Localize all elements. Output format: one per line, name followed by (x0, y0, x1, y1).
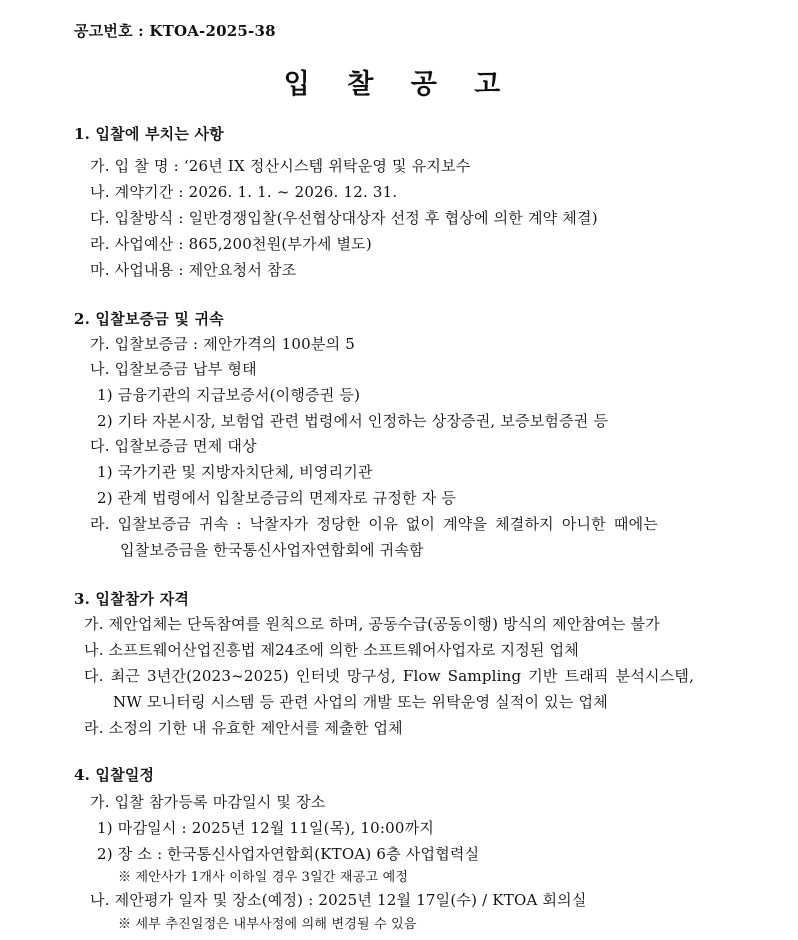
section-heading: 3. 입찰참가 자격 (74, 590, 190, 608)
list-item: 가. 입 찰 명 : ‘26년 IX 정산시스템 위탁운영 및 유지보수 (90, 157, 471, 175)
list-item: 라. 소정의 기한 내 유효한 제안서를 제출한 업체 (84, 719, 403, 737)
list-item: NW 모니터링 시스템 등 관련 사업의 개발 또는 위탁운영 실적이 있는 업체 (113, 693, 608, 711)
list-item: 나. 입찰보증금 납부 형태 (90, 360, 257, 378)
list-item: 1) 금융기관의 지급보증서(이행증권 등) (97, 386, 361, 404)
list-item: 2) 장 소 : 한국통신사업자연합회(KTOA) 6층 사업협력실 (97, 845, 480, 863)
list-item: 2) 기타 자본시장, 보험업 관련 법령에서 인정하는 상장증권, 보증보험증권 등 (97, 412, 609, 430)
list-item: 마. 사업내용 : 제안요청서 참조 (90, 261, 297, 279)
list-item: 다. 입찰보증금 면제 대상 (90, 437, 257, 455)
list-item: 라. 사업예산 : 865,200천원(부가세 별도) (90, 235, 372, 253)
announcement-number: 공고번호 : KTOA-2025-38 (74, 22, 276, 40)
note-text: ※ 세부 추진일정은 내부사정에 의해 변경될 수 있음 (118, 917, 417, 932)
list-item: 1) 마감일시 : 2025년 12월 11일(목), 10:00까지 (97, 819, 435, 837)
list-item: 나. 제안평가 일자 및 장소(예정) : 2025년 12월 17일(수) / KTOA 회의실 (90, 891, 587, 909)
list-item: 다. 입찰방식 : 일반경쟁입찰(우선협상대상자 선정 후 협상에 의한 계약 체결) (90, 209, 598, 227)
list-item: 나. 계약기간 : 2026. 1. 1. ~ 2026. 12. 31. (90, 183, 398, 201)
list-item: 2) 관계 법령에서 입찰보증금의 면제자로 규정한 자 등 (97, 489, 457, 507)
section-heading: 2. 입찰보증금 및 귀속 (74, 310, 224, 328)
list-item: 가. 입찰 참가등록 마감일시 및 장소 (90, 793, 326, 811)
list-item: 가. 제안업체는 단독참여를 원칙으로 하며, 공동수급(공동이행) 방식의 제안참여는 불가 (84, 615, 660, 633)
list-item: 1) 국가기관 및 지방자치단체, 비영리기관 (97, 463, 373, 481)
list-item: 다. 최근 3년간(2023~2025) 인터넷 망구성, Flow Sampling 기반 트래픽 분석시스템, (84, 667, 695, 685)
section-heading: 1. 입찰에 부치는 사항 (74, 125, 224, 143)
list-item: 라. 입찰보증금 귀속 : 낙찰자가 정당한 이유 없이 계약을 체결하지 아니한 때에는 (90, 515, 658, 533)
list-item: 가. 입찰보증금 : 제안가격의 100분의 5 (90, 335, 356, 353)
section-heading: 4. 입찰일정 (74, 766, 155, 784)
list-item: 입찰보증금을 한국통신사업자연합회에 귀속함 (120, 541, 424, 559)
page-title: 입 찰 공 고 (283, 69, 515, 100)
list-item: 나. 소프트웨어산업진흥법 제24조에 의한 소프트웨어사업자로 지정된 업체 (84, 641, 579, 659)
note-text: ※ 제안사가 1개사 이하일 경우 3일간 재공고 예정 (118, 870, 409, 885)
